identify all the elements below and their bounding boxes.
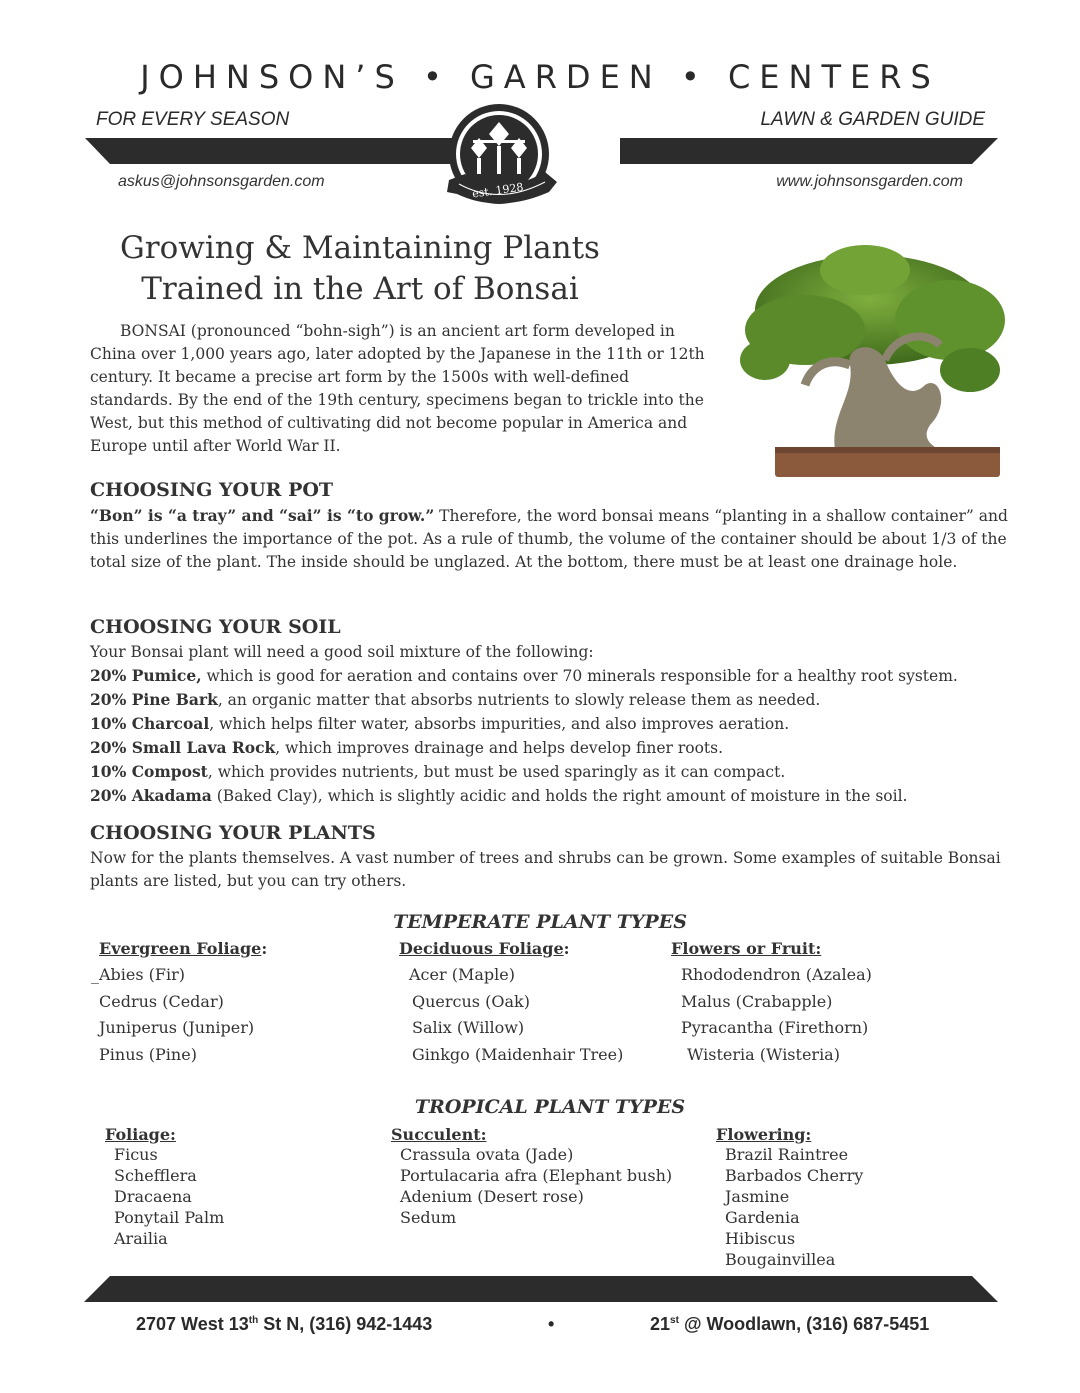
- list-item: Malus (Crabapple): [681, 991, 833, 1011]
- soil-item: 20% Small Lava Rock, which improves drainage and helps develop finer roots.: [90, 738, 724, 757]
- list-item: Dracaena: [114, 1187, 192, 1206]
- list-item: Salix (Willow): [412, 1018, 525, 1037]
- list-item: Crassula ovata (Jade): [400, 1145, 574, 1164]
- title-line-1: Growing & Maintaining Plants: [120, 230, 600, 266]
- list-item: Barbados Cherry: [725, 1166, 864, 1185]
- title-line-2: Trained in the Art of Bonsai: [141, 271, 579, 307]
- soil-item: 20% Pine Bark, an organic matter that absorbs nutrients to slowly release them as needed.: [90, 690, 821, 709]
- list-item: Cedrus (Cedar): [99, 991, 224, 1011]
- list-item: Wisteria (Wisteria): [687, 1044, 840, 1064]
- list-item: Adenium (Desert rose): [400, 1187, 584, 1206]
- soil-intro: Your Bonsai plant will need a good soil mixture of the following:: [90, 643, 594, 661]
- list-item: Acer (Maple): [409, 965, 515, 984]
- email-link[interactable]: askus@johnsonsgarden.com: [118, 173, 325, 190]
- column-heading: Flowers or Fruit:: [671, 939, 822, 958]
- brand-name: JOHNSON’S • GARDEN • CENTERS: [140, 58, 940, 96]
- list-item: Arailia: [114, 1229, 168, 1248]
- tagline-right: LAWN & GARDEN GUIDE: [760, 109, 985, 130]
- list-item: Pyracantha (Firethorn): [681, 1018, 869, 1037]
- soil-item: 20% Pumice, which is good for aeration and contains over 70 minerals responsible for a healthy root system.: [90, 666, 958, 685]
- tropical-col-succulent: [391, 1125, 672, 1228]
- footer-separator: •: [548, 1314, 555, 1334]
- temperate-heading: TEMPERATE PLANT TYPES: [393, 911, 687, 933]
- list-item: Sedum: [400, 1208, 457, 1227]
- list-item: Ficus: [114, 1145, 158, 1164]
- tropical-heading: TROPICAL PLANT TYPES: [414, 1096, 686, 1118]
- list-item: Ginkgo (Maidenhair Tree): [412, 1044, 624, 1064]
- list-item: Rhododendron (Azalea): [681, 965, 872, 984]
- plants-heading: CHOOSING YOUR PLANTS: [90, 822, 376, 844]
- footer-band: [0, 1270, 1080, 1310]
- list-item: Quercus (Oak): [412, 991, 530, 1011]
- soil-item: 20% Akadama (Baked Clay), which is slightly acidic and holds the right amount of moisture in the soil.: [90, 786, 908, 805]
- address-1: 2707 West 13th St N, (316) 942-1443: [136, 1314, 433, 1334]
- soil-item: 10% Compost, which provides nutrients, but must be used sparingly as it can compact.: [90, 762, 786, 781]
- address-2: 21st @ Woodlawn, (316) 687-5451: [650, 1314, 930, 1334]
- list-item: Schefflera: [114, 1166, 197, 1185]
- pot-heading: CHOOSING YOUR POT: [90, 479, 334, 501]
- section-soil: [90, 615, 1010, 808]
- list-item: Pinus (Pine): [99, 1044, 197, 1064]
- temperate-col-deciduous: [399, 939, 623, 1068]
- list-item: Juniperus (Juniper): [99, 1018, 255, 1037]
- intro-paragraph: BONSAI (pronounced “bohn-sigh”) is an ancient art form developed in China over 1,000 years ago, later adopted by the Japanese in the 11th or 12th century. It became a precise art form by the 1500s with well-defined standards. By the end of the 19th century, specimens began to trickle into the West, but this method of cultivating did not become popular in America and Europe until after World War II.: [90, 322, 705, 455]
- soil-item: 10% Charcoal, which helps filter water, absorbs impurities, and also improves aeration.: [90, 714, 790, 733]
- pot-body: “Bon” is “a tray” and “sai” is “to grow.” Therefore, the word bonsai means “planting in a shallow container” and this underlines the importance of the pot. As a rule of thumb, the volume of the container should be about 1/3 of the total size of the plant. The inside should be unglazed. At the bottom, there must be at least one drainage hole.: [90, 506, 1008, 571]
- logo-emblem: [445, 102, 565, 214]
- column-heading: Evergreen Foliage:: [99, 939, 268, 958]
- list-item: Brazil Raintree: [725, 1145, 849, 1164]
- tagline-left: FOR EVERY SEASON: [96, 109, 290, 130]
- temperate-col-evergreen: [91, 939, 267, 1068]
- list-item: Bougainvillea: [725, 1250, 836, 1269]
- tropical-col-flowering: [716, 1125, 863, 1270]
- section-pot: [90, 478, 1010, 574]
- list-item: Jasmine: [725, 1187, 790, 1206]
- column-heading: Succulent:: [391, 1125, 487, 1144]
- list-item: Gardenia: [725, 1208, 800, 1227]
- column-heading: Foliage:: [105, 1125, 176, 1144]
- list-item: Portulacaria afra (Elephant bush): [400, 1166, 673, 1185]
- column-heading: Flowering:: [716, 1125, 812, 1144]
- soil-heading: CHOOSING YOUR SOIL: [90, 616, 341, 638]
- logo-text: est. 1928: [471, 180, 525, 201]
- page-title: [60, 228, 660, 310]
- plants-body: Now for the plants themselves. A vast number of trees and shrubs can be grown. Some examples of suitable Bonsai plants are listed, but you can try others.: [90, 849, 1001, 890]
- column-heading: Deciduous Foliage:: [399, 939, 570, 958]
- list-item: _Abies (Fir): [91, 965, 186, 984]
- tropical-col-foliage: [105, 1125, 224, 1249]
- section-plants: [90, 821, 1010, 893]
- list-item: Ponytail Palm: [114, 1208, 225, 1227]
- list-item: Hibiscus: [725, 1229, 796, 1248]
- bonsai-image: [735, 235, 1010, 480]
- website-link[interactable]: www.johnsonsgarden.com: [776, 173, 963, 190]
- temperate-col-flowers: [671, 939, 872, 1068]
